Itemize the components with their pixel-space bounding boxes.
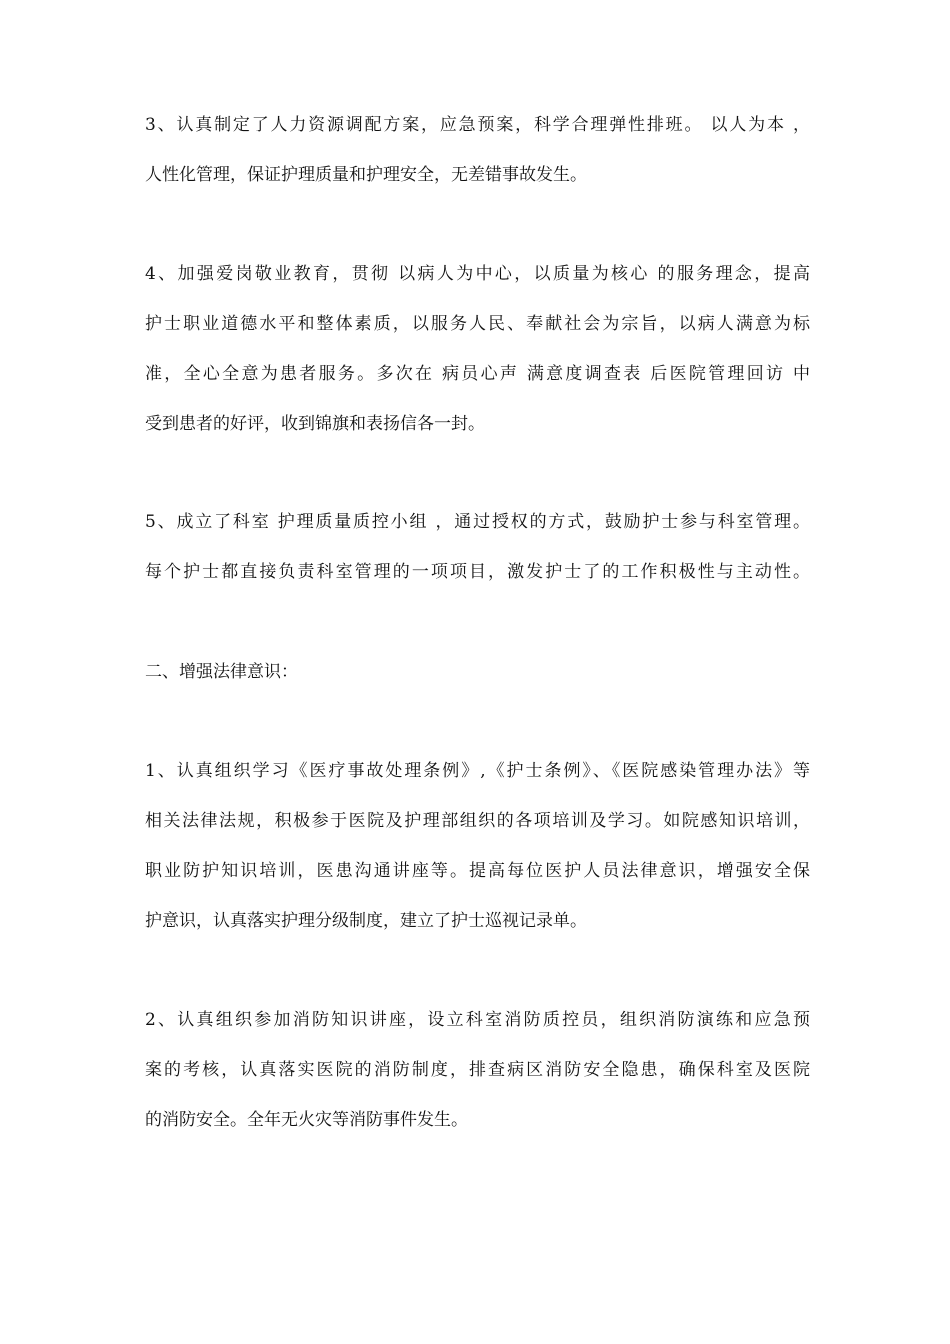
paragraph-legal-1 [145, 746, 810, 946]
text-line: 护士职业道德水平和整体素质，以服务人民、奉献社会为宗旨，以病人满意为标 [145, 314, 810, 334]
text-line: 案的考核，认真落实医院的消防制度，排查病区消防安全隐患，确保科室及医院 [145, 1060, 810, 1080]
text-line: 每个护士都直接负责科室管理的一项项目，激发护士了的工作积极性与主动性。 [145, 562, 810, 582]
paragraph-item-3 [145, 100, 810, 200]
paragraph-legal-2 [145, 995, 810, 1145]
paragraph-item-4 [145, 249, 810, 449]
text-line: 2、认真组织参加消防知识讲座，设立科室消防质控员，组织消防演练和应急预 [145, 1010, 810, 1030]
section-heading: 二、增强法律意识： [145, 662, 298, 682]
text-line: 的消防安全。全年无火灾等消防事件发生。 [145, 1110, 468, 1130]
text-line: 1、认真组织学习《医疗事故处理条例》,《护士条例》、《医院感染管理办法》等 [145, 761, 810, 781]
text-line: 受到患者的好评，收到锦旗和表扬信各一封。 [145, 414, 485, 434]
text-line: 人性化管理，保证护理质量和护理安全，无差错事故发生。 [145, 165, 587, 185]
text-line: 3、认真制定了人力资源调配方案，应急预案，科学合理弹性排班。 以人为本 ， [145, 115, 810, 135]
text-line: 职业防护知识培训，医患沟通讲座等。提高每位医护人员法律意识，增强安全保 [145, 861, 810, 881]
paragraph-item-5 [145, 497, 810, 597]
text-line: 准，全心全意为患者服务。多次在 病员心声 满意度调查表 后医院管理回访 中 [145, 364, 810, 384]
text-line: 相关法律法规，积极参于医院及护理部组织的各项培训及学习。如院感知识培训， [145, 811, 810, 831]
text-line: 5、成立了科室 护理质量质控小组 ，通过授权的方式，鼓励护士参与科室管理。 [145, 512, 810, 532]
text-line: 护意识，认真落实护理分级制度，建立了护士巡视记录单。 [145, 911, 587, 931]
text-line: 4、加强爱岗敬业教育，贯彻 以病人为中心，以质量为核心 的服务理念，提高 [145, 264, 810, 284]
section-heading-legal [145, 647, 810, 697]
